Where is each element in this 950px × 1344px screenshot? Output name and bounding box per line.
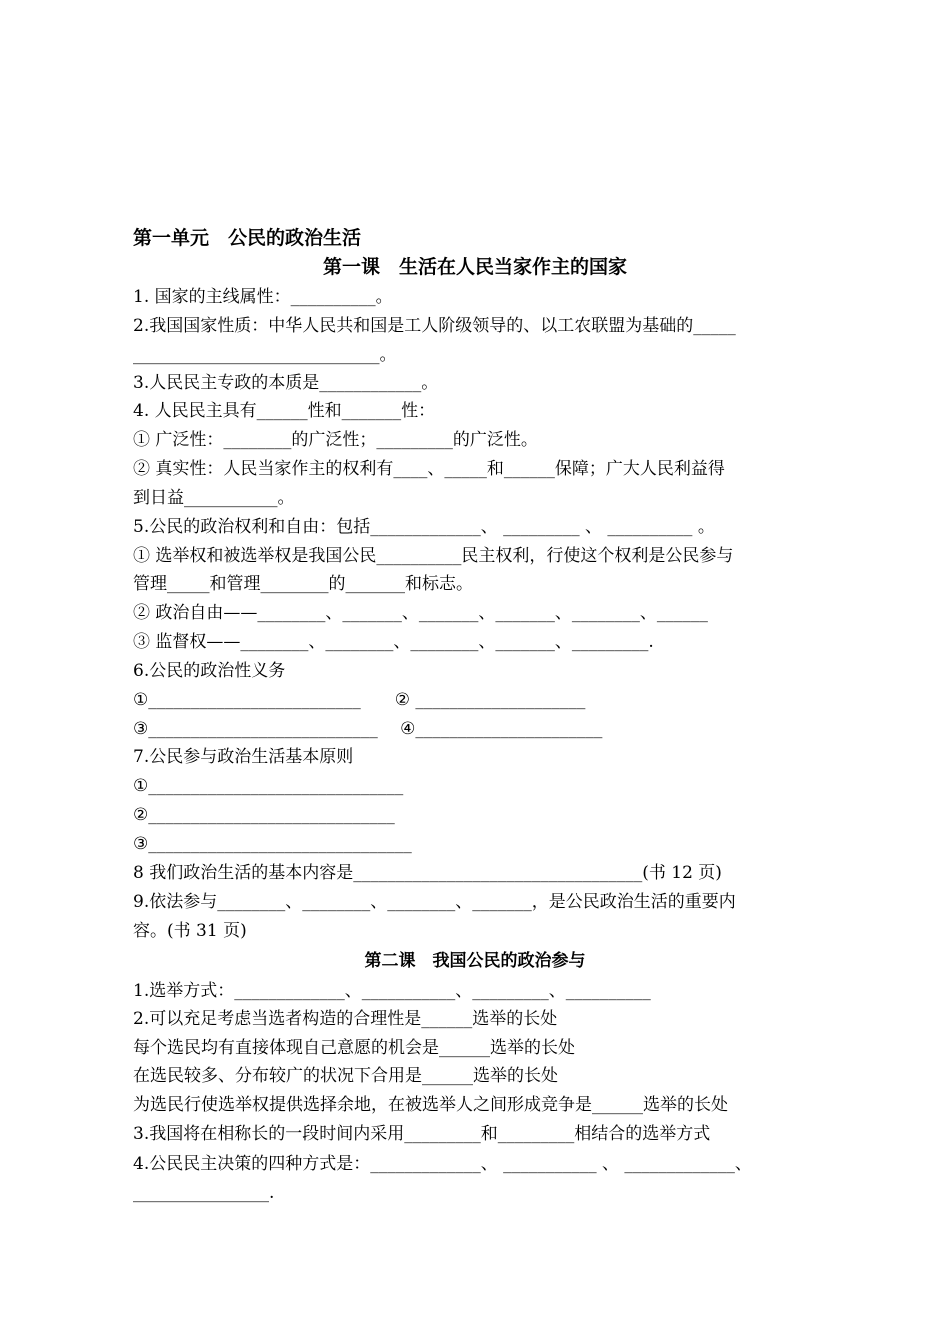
doc-line: 5.公民的政治权利和自由：包括_____________、 _________ 、 __________ 。 xyxy=(133,517,715,537)
doc-line: 为选民行使选举权提供选择余地，在被选举人之间形成竞争是______选举的长处 xyxy=(133,1095,728,1115)
lesson1-title: 第一课 生活在人民当家作主的国家 xyxy=(322,256,627,278)
doc-line: 2.我国国家性质：中华人民共和国是工人阶级领导的、以工农联盟为基础的_____ xyxy=(133,316,736,336)
doc-line: 8 我们政治生活的基本内容是__________________________________(书 12 页) xyxy=(133,863,722,883)
lesson2-title: 第二课 我国公民的政治参与 xyxy=(364,951,586,971)
doc-line: ① 选举权和被选举权是我国公民__________民主权利，行使这个权利是公民参与 xyxy=(133,546,734,566)
doc-line: _____________________________。 xyxy=(133,345,397,365)
doc-line: ________________. xyxy=(133,1183,275,1203)
doc-line: 4. 人民民主具有______性和_______性： xyxy=(133,401,436,421)
doc-line: 管理_____和管理________的_______和标志。 xyxy=(133,574,473,594)
doc-line: ①______________________________ xyxy=(133,776,404,796)
doc-line: 9.依法参与________、________、________、_______，是公民政治生活的重要内 xyxy=(133,892,736,912)
doc-line: 容。(书 31 页) xyxy=(133,921,247,941)
doc-line: 3.人民民主专政的本质是____________。 xyxy=(133,373,439,393)
doc-line: 2.可以充足考虑当选者构造的合理性是______选举的长处 xyxy=(133,1009,558,1029)
doc-line: ② 政治自由——________、_______、_______、_______、________、______ xyxy=(133,603,708,623)
doc-line: 1. 国家的主线属性：__________。 xyxy=(133,287,393,307)
doc-line: ③_______________________________ xyxy=(133,834,412,854)
unit-title: 第一单元 公民的政治生活 xyxy=(133,227,362,249)
doc-line: 4.公民民主决策的四种方式是：_____________、 ___________ 、 _____________、 xyxy=(133,1154,752,1174)
doc-line: ② 真实性：人民当家作主的权利有____、_____和______保障；广大人民利益得 xyxy=(133,459,725,479)
doc-line: ① 广泛性：________的广泛性；_________的广泛性。 xyxy=(133,430,538,450)
doc-line: 7.公民参与政治生活基本原则 xyxy=(133,747,354,767)
doc-line: 1.选举方式：_____________、___________、_________、__________ xyxy=(133,981,651,1001)
doc-line: 3.我国将在相称长的一段时间内采用_________和_________相结合的选举方式 xyxy=(133,1124,711,1144)
doc-line: ③___________________________ ④______________________ xyxy=(133,719,603,739)
doc-line: ①_________________________ ② ____________________ xyxy=(133,690,586,710)
doc-line: ③ 监督权——________、________、________、_______、_________. xyxy=(133,632,654,652)
doc-line: 6.公民的政治性义务 xyxy=(133,661,286,681)
doc-line: 在选民较多、分布较广的状况下合用是______选举的长处 xyxy=(133,1066,558,1086)
doc-line: 到日益___________。 xyxy=(133,488,295,508)
doc-line: ②_____________________________ xyxy=(133,805,395,825)
doc-line: 每个选民均有直接体现自己意愿的机会是______选举的长处 xyxy=(133,1038,575,1058)
